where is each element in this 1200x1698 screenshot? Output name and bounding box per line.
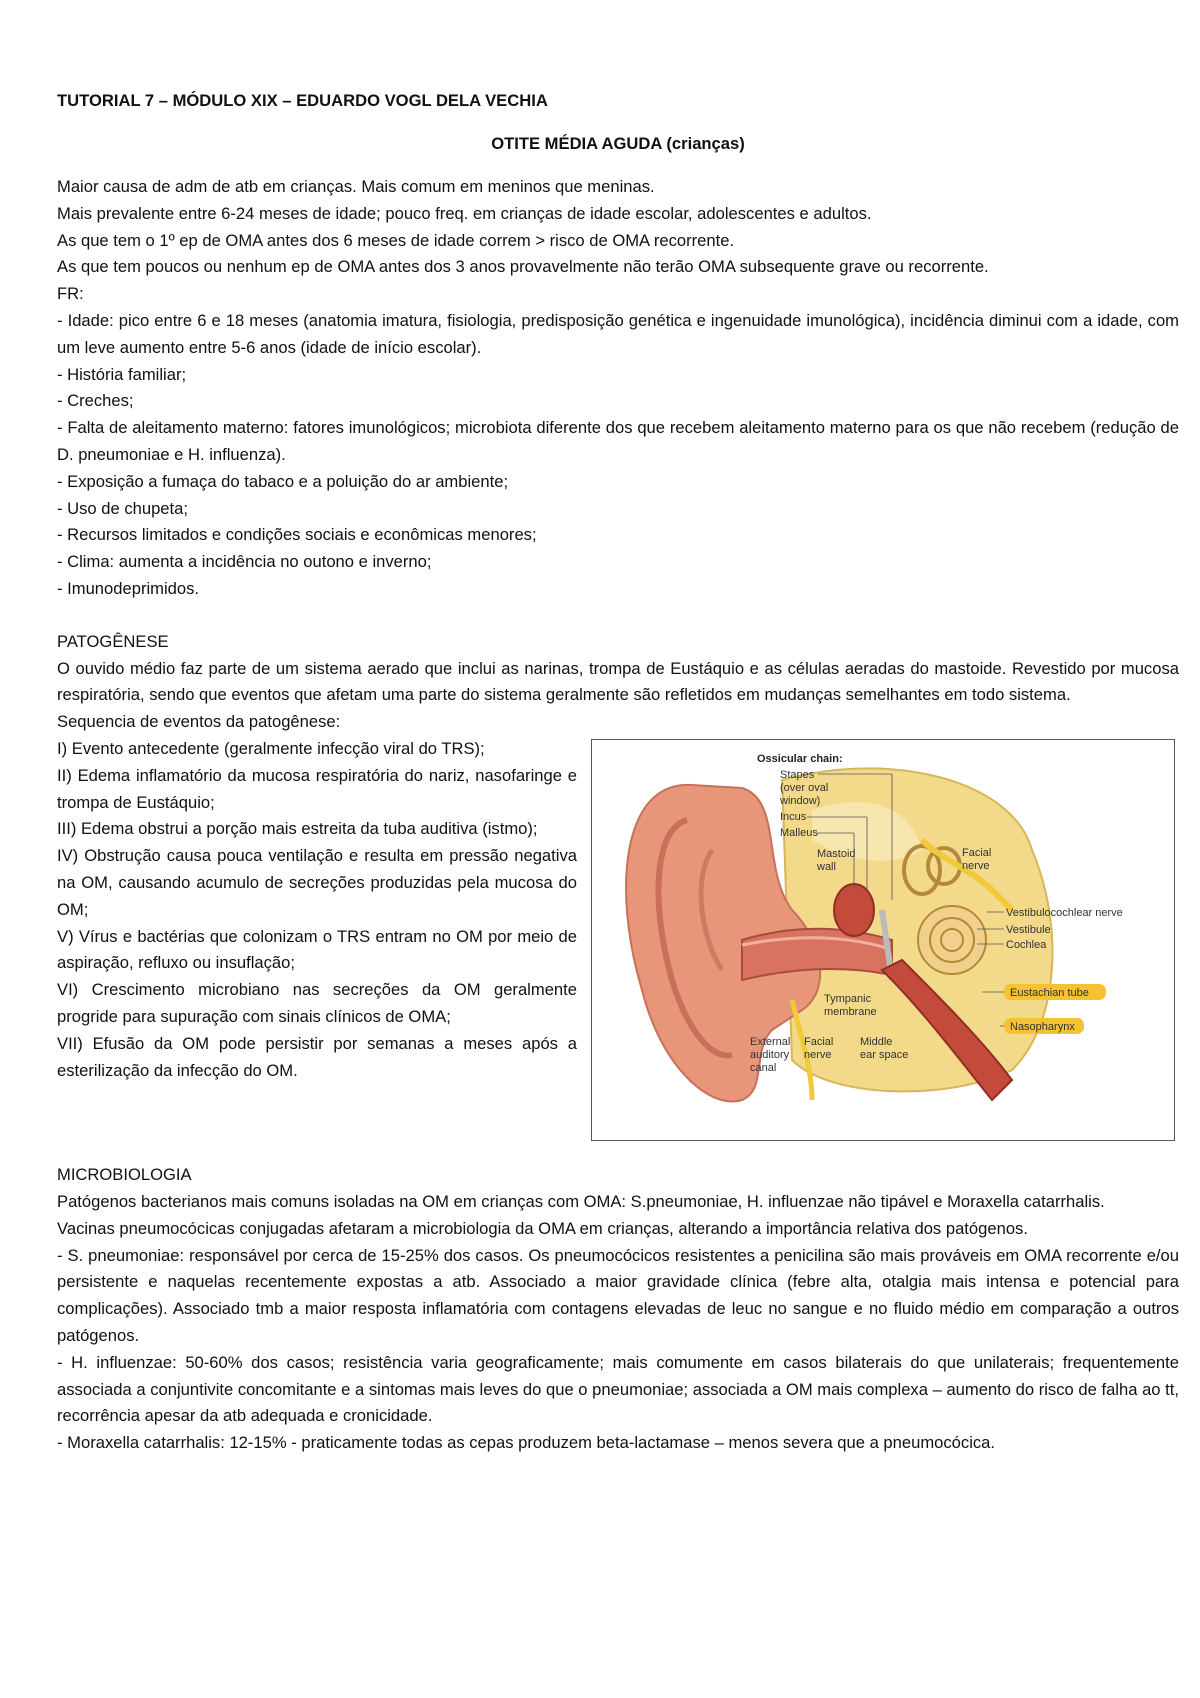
- facial-nerve-label: nerve: [962, 860, 990, 873]
- pathogenesis-step: VII) Efusão da OM pode persistir por semanas a meses após a esterilização da infecção do OM.: [57, 1033, 577, 1080]
- tympanic-membrane-label: Tympanic: [824, 993, 872, 1006]
- pathogenesis-step: II) Edema inflamatório da mucosa respiratória do nariz, nasofaringe e trompa de Eustáquio;: [57, 765, 577, 812]
- tympanic-membrane-label: membrane: [824, 1006, 877, 1019]
- incus-label: Incus: [780, 811, 807, 824]
- pathogenesis-step: III) Edema obstrui a porção mais estreita da tuba auditiva (istmo);: [57, 819, 538, 839]
- pathogenesis-step: V) Vírus e bactérias que colonizam o TRS entram no OM por meio de aspiração, refluxo ou insuflação;: [57, 926, 577, 973]
- risk-factor-item: - Falta de aleitamento materno: fatores imunológicos; microbiota diferente dos que recebem aleitamento materno para os que não recebem (redução de D. pneumoniae e H. influenza).: [57, 418, 1179, 464]
- malleus-label: Malleus: [780, 827, 818, 840]
- facial-nerve-bottom-label: nerve: [804, 1049, 832, 1062]
- middle-ear-label: Middle: [860, 1036, 893, 1049]
- risk-factor-item: - Clima: aumenta a incidência no outono e inverno;: [57, 552, 432, 572]
- pathogenesis-step: VI) Crescimento microbiano nas secreções da OM geralmente progride para supuração com sinais clínicos de OMA;: [57, 980, 577, 1026]
- mastoid-label: wall: [817, 861, 836, 874]
- microbiology-heading: MICROBIOLOGIA: [57, 1165, 192, 1185]
- intro-line: As que tem o 1º ep de OMA antes dos 6 meses de idade correm > risco de OMA recorrente.: [57, 230, 735, 250]
- intro-line: As que tem poucos ou nenhum ep de OMA antes dos 3 anos provavelmente não terão OMA subsequente grave ou recorrente.: [57, 257, 989, 277]
- middle-ear-label: ear space: [860, 1049, 909, 1062]
- pathogenesis-section: [57, 709, 1179, 1136]
- stapes-label: Stapes: [780, 769, 815, 782]
- microbiology-paragraph: Vacinas pneumocócicas conjugadas afetaram a microbiologia da OMA em crianças, alterando a importância relativa dos patógenos.: [57, 1218, 1028, 1238]
- risk-factor-item: - História familiar;: [57, 364, 187, 384]
- document-page: [57, 88, 1179, 1457]
- microbiology-paragraph: - H. influenzae: 50-60% dos casos; resistência varia geograficamente; mais comumente em casos bilaterais do que unilaterais; frequentemente associada a conjuntivite concomitante e a sintomas mais leves do que o pneumoniae; associada a OM mais complexa – aumento do risco de falha ao tt, recorrência apesar da atb adequada e cronicidade.: [57, 1352, 1179, 1426]
- external-canal-label: External: [750, 1036, 791, 1049]
- microbiology-paragraph: - S. pneumoniae: responsável por cerca de 15-25% dos casos. Os pneumocócicos resistentes a penicilina são mais prováveis em OMA recorrente e/ou persistente e naquelas recentemente expostas a atb. Associado a maior gravidade clínica (febre alta, otalgia mais intensa e potencial para complicações). Associado tmb a maior resposta inflamatória com contagens elevadas de leuc no sangue e no fluido médio em comparação a outros patógenos.: [57, 1245, 1179, 1345]
- external-canal-label: canal: [750, 1062, 777, 1075]
- cochlea-label: Cochlea: [1006, 939, 1047, 952]
- intro-line: Maior causa de adm de atb em crianças. Mais comum em meninos que meninas.: [57, 177, 655, 196]
- vestibule-label: Vestibule: [1006, 924, 1051, 937]
- risk-factor-item: - Creches;: [57, 391, 134, 411]
- sequence-label: Sequencia de eventos da patogênese:: [57, 712, 341, 732]
- facial-nerve-bottom-label: Facial: [804, 1036, 834, 1049]
- risk-factor-item: - Idade: pico entre 6 e 18 meses (anatomia imatura, fisiologia, predisposição genética e ingenuidade imunológica), incidência diminui com a idade, com um leve aumento entre 5-6 anos (idade de início escolar).: [57, 310, 1179, 357]
- external-canal-label: auditory: [750, 1049, 790, 1062]
- pathogenesis-step: I) Evento antecedente (geralmente infecção viral do TRS);: [57, 738, 485, 758]
- document-title: OTITE MÉDIA AGUDA (crianças): [491, 134, 745, 153]
- intro-line: Mais prevalente entre 6-24 meses de idade; pouco freq. em crianças de idade escolar, adolescentes e adultos.: [57, 203, 872, 223]
- stapes-label: window): [780, 795, 821, 808]
- pathogenesis-steps: [57, 709, 577, 1084]
- pathogenesis-step: IV) Obstrução causa pouca ventilação e resulta em pressão negativa na OM, causando acumulo de secreções produzidas pela mucosa do OM;: [57, 846, 577, 919]
- microbiology-paragraph: Patógenos bacterianos mais comuns isoladas na OM em crianças com OMA: S.pneumoniae, H. influenzae não tipável e Moraxella catarrhalis.: [57, 1191, 1105, 1211]
- risk-factor-item: - Uso de chupeta;: [57, 498, 188, 518]
- ear-anatomy-figure: [591, 739, 1175, 1141]
- fr-label: FR:: [57, 284, 84, 304]
- nasopharynx-label: Nasopharynx: [1010, 1021, 1075, 1034]
- eustachian-tube-label: Eustachian tube: [1010, 987, 1089, 1000]
- document-header: TUTORIAL 7 – MÓDULO XIX – EDUARDO VOGL DELA VECHIA: [57, 91, 548, 110]
- ossicular-chain-title: Ossicular chain:: [757, 753, 843, 766]
- risk-factor-item: - Imunodeprimidos.: [57, 578, 200, 598]
- risk-factor-item: - Exposição a fumaça do tabaco e a poluição do ar ambiente;: [57, 471, 509, 491]
- facial-nerve-label: Facial: [962, 847, 992, 860]
- risk-factor-item: - Recursos limitados e condições sociais e econômicas menores;: [57, 525, 537, 545]
- stapes-label: (over oval: [780, 782, 829, 795]
- vestibulocochlear-label: Vestibulocochlear nerve: [1006, 907, 1123, 920]
- pathogenesis-text: O ouvido médio faz parte de um sistema aerado que inclui as narinas, trompa de Eustáquio e as células aeradas do mastoide. Revestido por mucosa respiratória, sendo que eventos que afetam uma parte do sistema geralmente são refletidos em mudanças semelhantes em todo sistema.: [57, 658, 1179, 705]
- microbiology-paragraph: - Moraxella catarrhalis: 12-15% - praticamente todas as cepas produzem beta-lactamase – menos severa que a pneumocócica.: [57, 1433, 996, 1453]
- ear-anatomy-illustration: [592, 740, 1174, 1140]
- pathogenesis-heading: PATOGÊNESE: [57, 631, 169, 651]
- mastoid-label: Mastoid: [817, 848, 856, 861]
